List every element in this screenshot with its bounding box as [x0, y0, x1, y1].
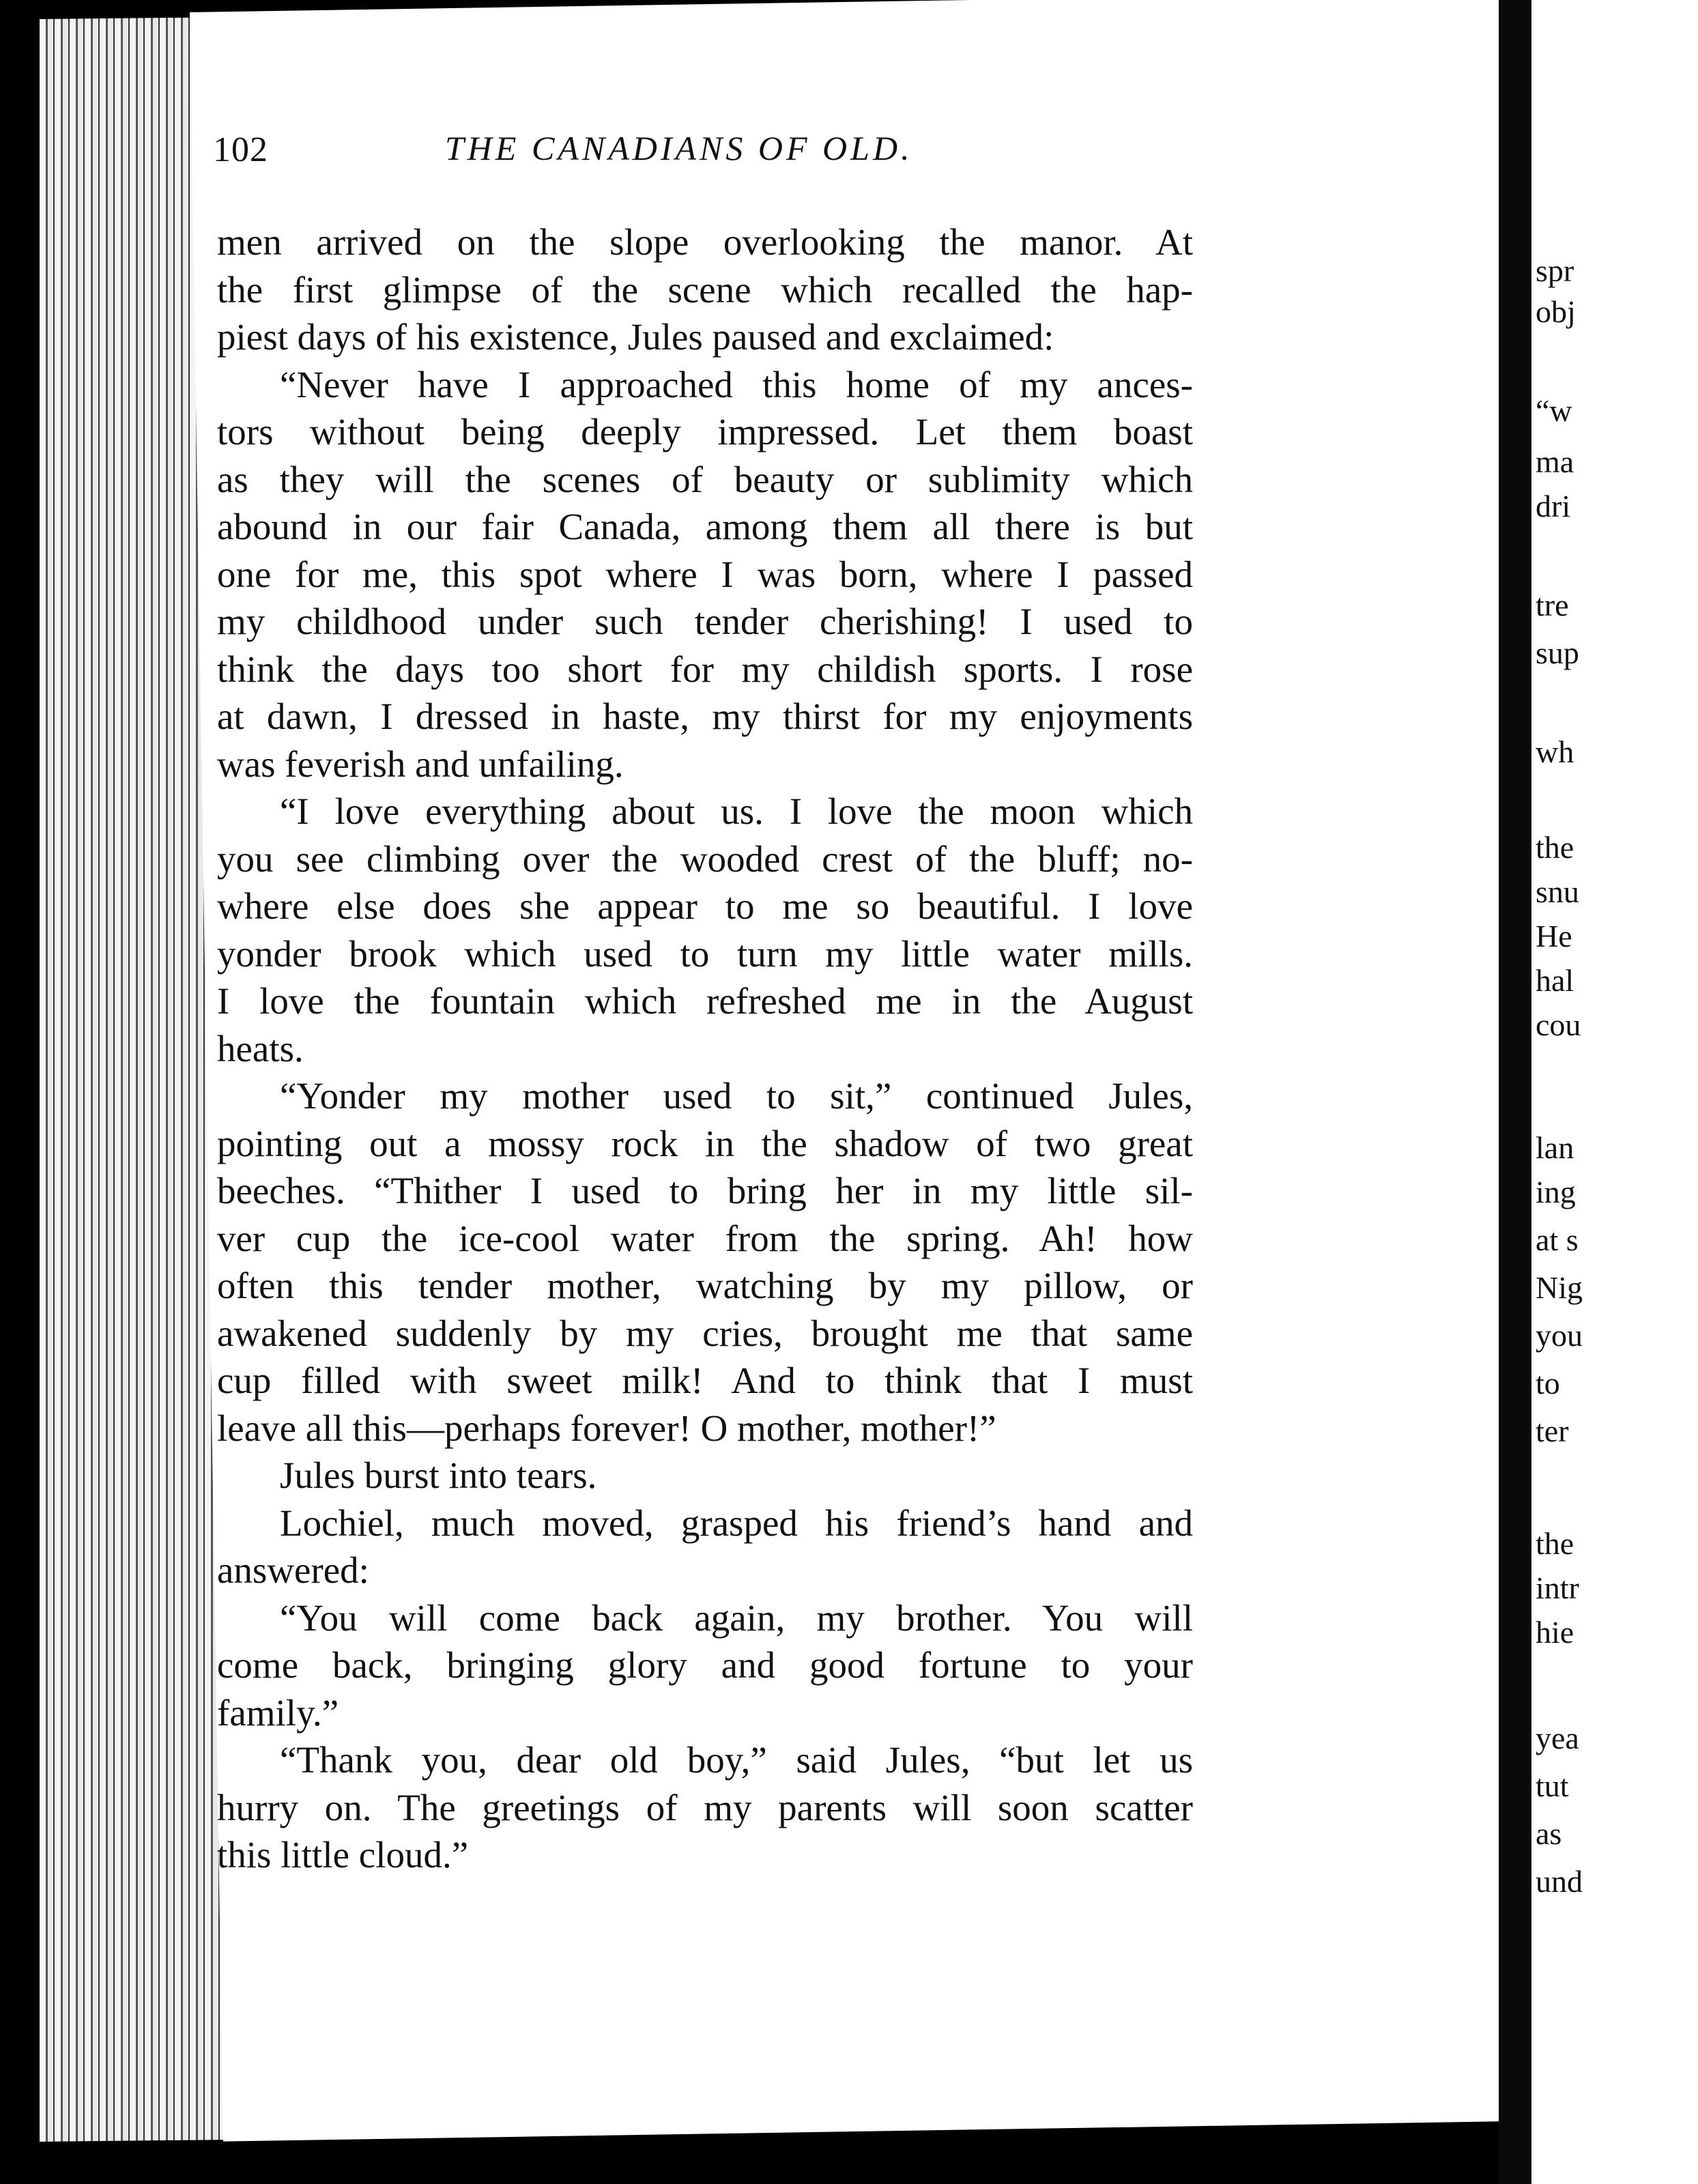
text-line: one for me, this spot where I was born, where I passed	[217, 553, 1193, 595]
right-page-fragment: you	[1536, 1318, 1583, 1353]
right-page-fragment: ter	[1536, 1413, 1569, 1448]
right-page-fragment: hie	[1536, 1615, 1574, 1650]
page-number: 102	[213, 130, 268, 169]
right-page-fragment: ing	[1536, 1175, 1576, 1209]
right-page-fragment: cou	[1536, 1007, 1581, 1042]
text-line: “Never have I approached this home of my ances-	[280, 363, 1193, 405]
text-line: awakened suddenly by my cries, brought me that same	[217, 1312, 1193, 1354]
text-line: “Thank you, dear old boy,” said Jules, “but let us	[280, 1739, 1193, 1781]
text-line: “You will come back again, my brother. You will	[280, 1596, 1193, 1639]
body-text	[217, 218, 1193, 1879]
text-line: family.”	[217, 1691, 339, 1734]
right-page-fragment: yea	[1536, 1721, 1579, 1755]
right-page-fragment: the	[1536, 1526, 1574, 1561]
right-page-fragment: intr	[1536, 1570, 1579, 1605]
right-page-fragment: the	[1536, 830, 1574, 865]
right-page-fragment: “w	[1536, 393, 1572, 428]
text-line: I love the fountain which refreshed me in the August	[217, 980, 1193, 1022]
text-line: this little cloud.”	[217, 1834, 469, 1876]
text-line: as they will the scenes of beauty or sublimity which	[217, 458, 1193, 500]
text-line: men arrived on the slope overlooking the manor. At	[217, 221, 1193, 263]
text-line: ver cup the ice-cool water from the spring. Ah! how	[217, 1217, 1193, 1259]
right-page-fragment: Nig	[1536, 1270, 1583, 1305]
right-page-fragment: He	[1536, 919, 1572, 953]
text-line: come back, bringing glory and good fortune to your	[217, 1644, 1193, 1686]
right-page-fragment: snu	[1536, 874, 1579, 909]
text-line: leave all this—perhaps forever! O mother, mother!”	[217, 1407, 996, 1449]
text-line: the first glimpse of the scene which recalled the hap-	[217, 268, 1193, 311]
right-page-fragment: at s	[1536, 1222, 1579, 1257]
page-header	[213, 130, 1168, 184]
text-line: my childhood under such tender cherishing! I used to	[217, 601, 1193, 642]
text-line: often this tender mother, watching by my pillow, or	[217, 1265, 1193, 1306]
text-line: yonder brook which used to turn my little water mills.	[217, 932, 1193, 975]
right-page-fragment: to	[1536, 1366, 1560, 1400]
text-line: “Yonder my mother used to sit,” continued Jules,	[280, 1075, 1193, 1117]
text-line: Jules burst into tears.	[280, 1454, 597, 1496]
right-page-fragment: dri	[1536, 489, 1571, 523]
text-line: cup filled with sweet milk! And to think that I must	[217, 1360, 1193, 1401]
text-line: was feverish and unfailing.	[217, 743, 624, 785]
text-line: think the days too short for my childish sports. I rose	[217, 648, 1193, 690]
right-page-fragment: tre	[1536, 588, 1569, 622]
text-line: at dawn, I dressed in haste, my thirst for my enjoyments	[217, 695, 1193, 737]
right-page-fragment: hal	[1536, 963, 1574, 998]
right-page-fragment: ma	[1536, 444, 1574, 479]
text-line: heats.	[217, 1027, 304, 1069]
text-line: piest days of his existence, Jules paused and exclaimed:	[217, 316, 1054, 358]
right-page-fragment: tut	[1536, 1768, 1569, 1803]
right-page-fragment: as	[1536, 1816, 1562, 1851]
text-line: tors without being deeply impressed. Let them boast	[217, 411, 1193, 452]
text-line: hurry on. The greetings of my parents will soon scatter	[217, 1786, 1193, 1828]
text-line: Lochiel, much moved, grasped his friend’s hand and	[280, 1502, 1193, 1544]
text-line: where else does she appear to me so beautiful. I love	[217, 885, 1193, 927]
book-spine	[1499, 0, 1531, 2184]
text-line: you see climbing over the wooded crest of the bluff; no-	[217, 837, 1193, 880]
right-page	[1531, 0, 1698, 2184]
running-head: THE CANADIANS OF OLD.	[445, 129, 913, 167]
text-line: beeches. “Thither I used to bring her in my little sil-	[217, 1170, 1193, 1211]
right-page-fragment: sup	[1536, 635, 1579, 670]
right-page-fragment: obj	[1536, 294, 1576, 329]
right-page-fragment: wh	[1536, 734, 1574, 769]
right-page-fragment: lan	[1536, 1130, 1574, 1165]
text-line: pointing out a mossy rock in the shadow of two great	[217, 1122, 1193, 1164]
text-line: answered:	[217, 1549, 369, 1591]
right-page-fragment: spr	[1536, 253, 1574, 288]
right-page-fragment: und	[1536, 1864, 1583, 1899]
text-line: abound in our fair Canada, among them all there is but	[217, 506, 1193, 547]
text-line: “I love everything about us. I love the moon which	[280, 790, 1193, 832]
